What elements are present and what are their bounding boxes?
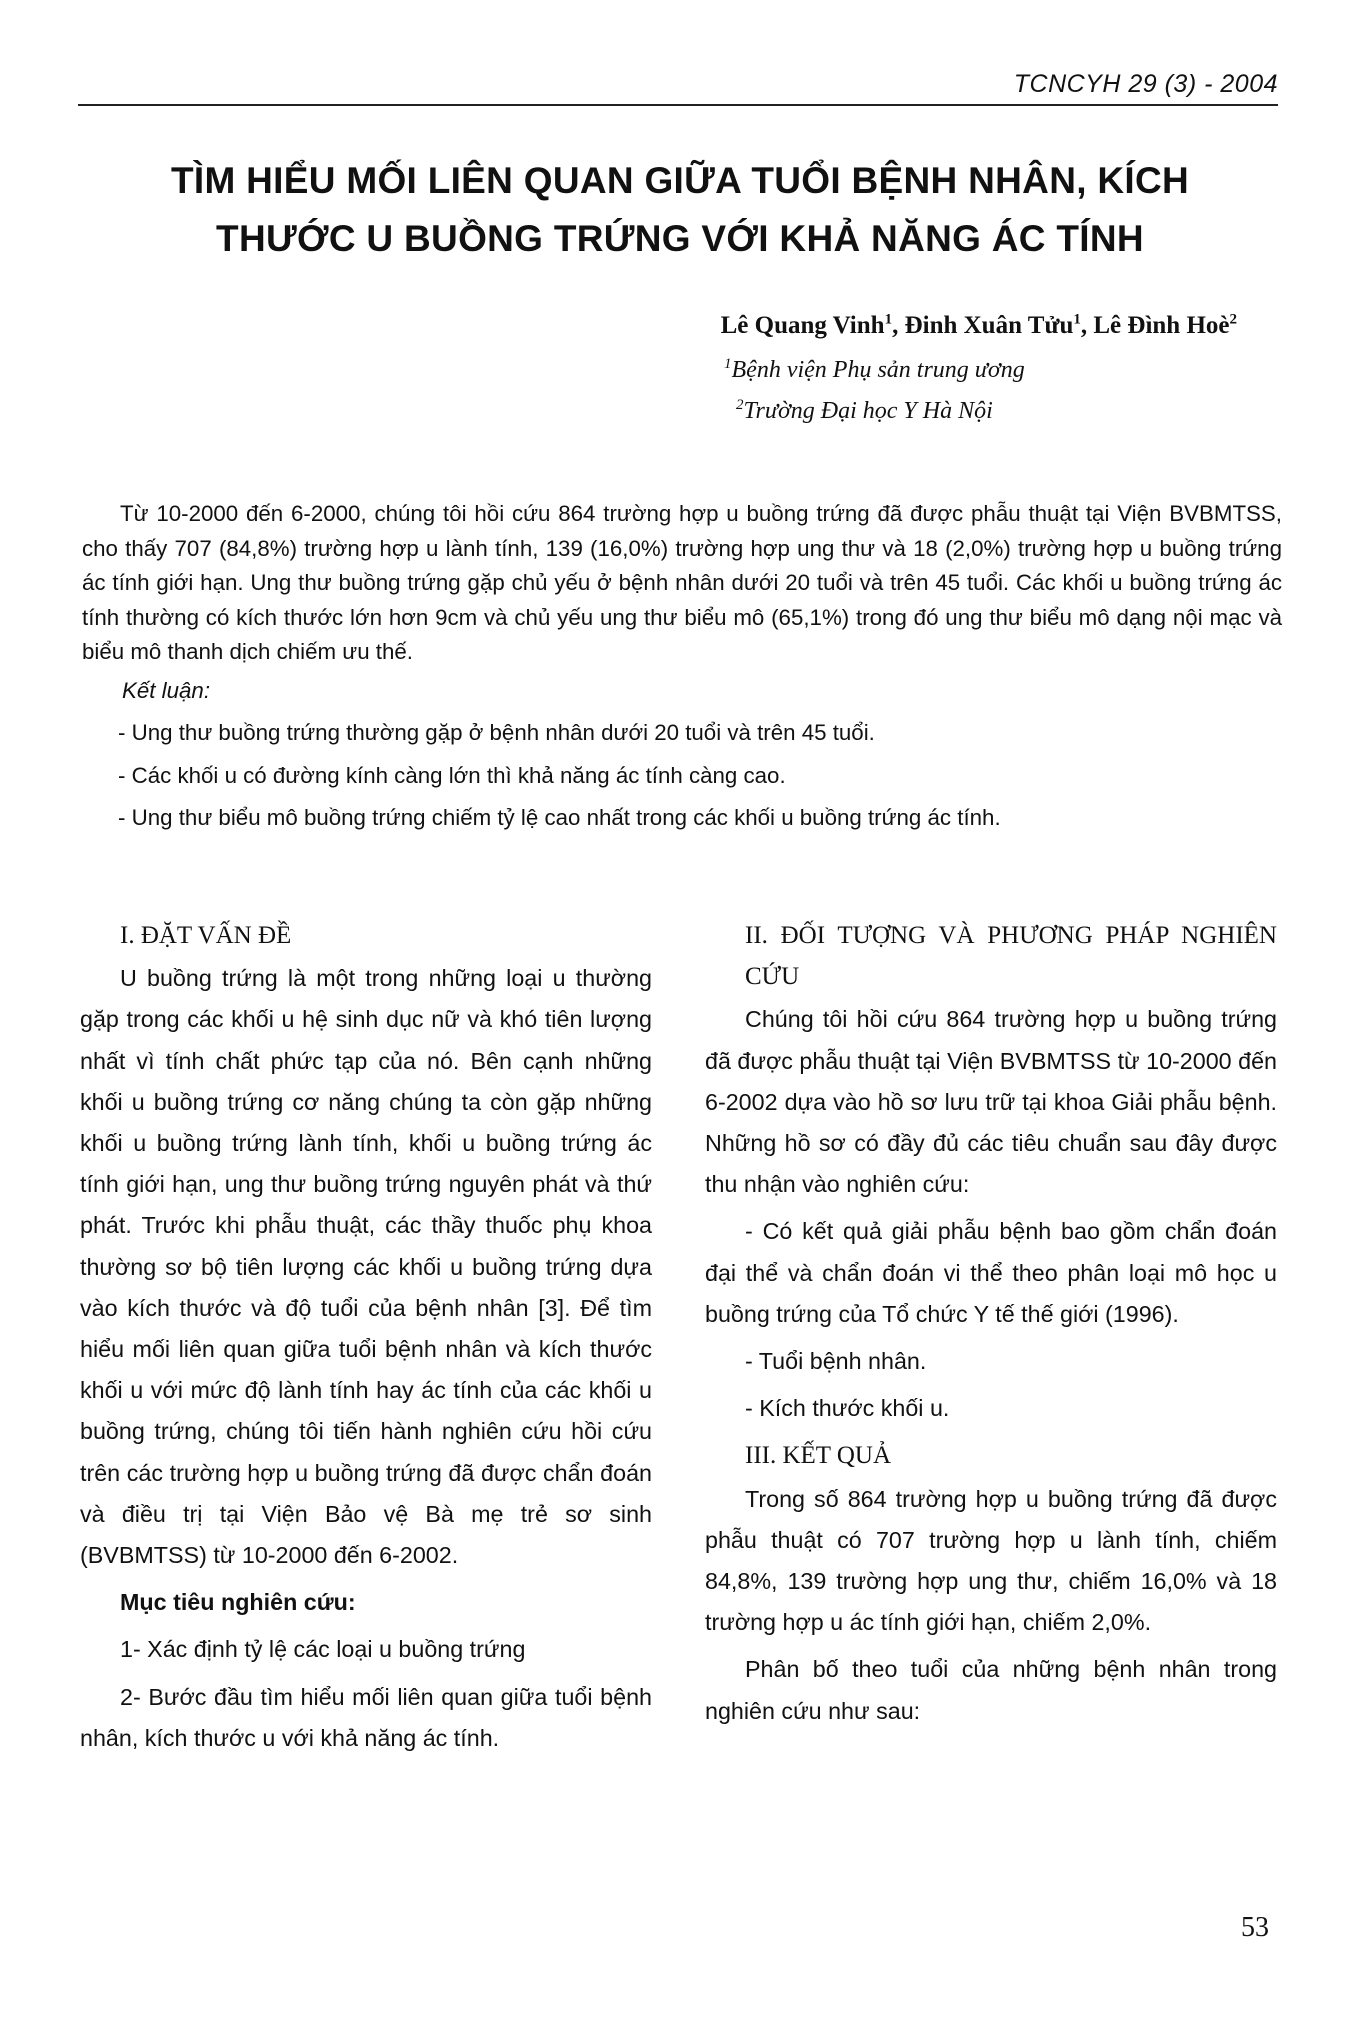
author-name: Lê Đình Hoè	[1093, 312, 1230, 339]
author-affiliation-mark: 1	[884, 311, 893, 328]
affiliation-text: Bệnh viện Phụ sản trung ương	[731, 357, 1025, 383]
running-head: TCNCYH 29 (3) - 2004	[1013, 70, 1278, 98]
affiliation-mark: 2	[736, 397, 744, 413]
abstract	[82, 497, 1282, 836]
section-heading: I. ĐẶT VẤN ĐỀ	[120, 922, 292, 949]
affiliation-2	[736, 398, 993, 425]
criteria-item: - Tuổi bệnh nhân.	[745, 1348, 927, 1375]
author-name: Lê Quang Vinh	[720, 312, 885, 339]
left-column	[80, 915, 652, 1759]
author-affiliation-mark: 2	[1229, 311, 1237, 328]
conclusion-item: - Ung thư biểu mô buồng trứng chiếm tỷ lệ cao nhất trong các khối u buồng trứng ác tính.	[118, 805, 1001, 830]
objectives-label: Mục tiêu nghiên cứu:	[120, 1589, 356, 1616]
criteria-item: - Có kết quả giải phẫu bệnh bao gồm chẩn đoán đại thể và chẩn đoán vi thể theo phân loại mô học u buồng trứng của Tổ chức Y tế thế giới (1996).	[705, 1218, 1277, 1327]
section-heading: II. ĐỐI TƯỢNG VÀ PHƯƠNG PHÁP NGHIÊN CỨU	[745, 922, 1277, 991]
objective-item: 2- Bước đầu tìm hiểu mối liên quan giữa tuổi bệnh nhân, kích thước u với khả năng ác tính.	[80, 1683, 652, 1751]
abstract-paragraph: Từ 10-2000 đến 6-2000, chúng tôi hồi cứu 864 trường hợp u buồng trứng đã được phẫu thuật tại Viện BVBMTSS, cho thấy 707 (84,8%) trường hợp u lành tính, 139 (16,0%) trường hợp ung thư và 18 (2,0%) trường hợp u buồng trứng ác tính giới hạn. Ung thư buồng trứng gặp chủ yếu ở bệnh nhân dưới 20 tuổi và trên 45 tuổi. Các khối u buồng trứng ác tính thường có kích thước lớn hơn 9cm và chủ yếu ung thư biểu mô (65,1%) trong đó ung thư biểu mô dạng nội mạc và biểu mô thanh dịch chiếm ưu thế.	[82, 501, 1282, 664]
affiliation-mark: 1	[724, 356, 732, 372]
page-number: 53	[1241, 1912, 1269, 1943]
author-separator: ,	[892, 312, 905, 339]
criteria-item: - Kích thước khối u.	[745, 1395, 950, 1422]
right-column	[705, 915, 1277, 1732]
conclusion-item: - Các khối u có đường kính càng lớn thì khả năng ác tính càng cao.	[118, 762, 786, 788]
author-list	[721, 312, 1237, 340]
body-paragraph: Phân bố theo tuổi của những bệnh nhân trong nghiên cứu như sau:	[705, 1656, 1277, 1724]
conclusion-label: Kết luận:	[122, 677, 211, 703]
author-name: Đinh Xuân Tửu	[904, 312, 1074, 339]
body-paragraph: U buồng trứng là một trong những loại u thường gặp trong các khối u hệ sinh dục nữ và khó tiên lượng nhất vì tính chất phức tạp của nó. Bên cạnh những khối u buồng trứng cơ năng chúng ta còn gặp những khối u buồng trứng lành tính, khối u buồng trứng ác tính giới hạn, ung thư buồng trứng nguyên phát và thứ phát. Trước khi phẫu thuật, các thầy thuốc phụ khoa thường sơ bộ tiên lượng các khối u buồng trứng dựa vào kích thước và độ tuổi của bệnh nhân [3]. Để tìm hiểu mối liên quan giữa tuổi bệnh nhân và kích thước khối u với mức độ lành tính hay ác tính của các khối u buồng trứng, chúng tôi tiến hành nghiên cứu hồi cứu trên các trường hợp u buồng trứng đã được chẩn đoán và điều trị tại Viện Bảo vệ Bà mẹ trẻ sơ sinh (BVBMTSS) từ 10-2000 đến 6-2002.	[80, 965, 652, 1569]
body-paragraph: Chúng tôi hồi cứu 864 trường hợp u buồng trứng đã được phẫu thuật tại Viện BVBMTSS từ 10-2000 đến 6-2002 dựa vào hồ sơ lưu trữ tại khoa Giải phẫu bệnh. Những hồ sơ có đầy đủ các tiêu chuẩn sau đây được thu nhận vào nghiên cứu:	[705, 1006, 1277, 1198]
conclusion-item: - Ung thư buồng trứng thường gặp ở bệnh nhân dưới 20 tuổi và trên 45 tuổi.	[118, 720, 875, 745]
section-heading: III. KẾT QUẢ	[745, 1442, 892, 1470]
author-separator: ,	[1080, 312, 1094, 339]
article-title: TÌM HIỂU MỐI LIÊN QUAN GIỮA TUỔI BỆNH NHÂN, KÍCH THƯỚC U BUỒNG TRỨNG VỚI KHẢ NĂNG ÁC TÍNH	[170, 160, 1190, 259]
author-affiliation-mark: 1	[1073, 311, 1081, 328]
objective-item: 1- Xác định tỷ lệ các loại u buồng trứng	[120, 1636, 526, 1663]
affiliation-text: Trường Đại học Y Hà Nội	[743, 398, 993, 424]
body-paragraph: Trong số 864 trường hợp u buồng trứng đã được phẫu thuật có 707 trường hợp u lành tính, chiếm 84,8%, 139 trường hợp ung thư, chiếm 16,0% và 18 trường hợp u ác tính giới hạn, chiếm 2,0%.	[705, 1485, 1277, 1636]
header-rule	[78, 104, 1278, 106]
affiliation-1	[724, 357, 1025, 384]
